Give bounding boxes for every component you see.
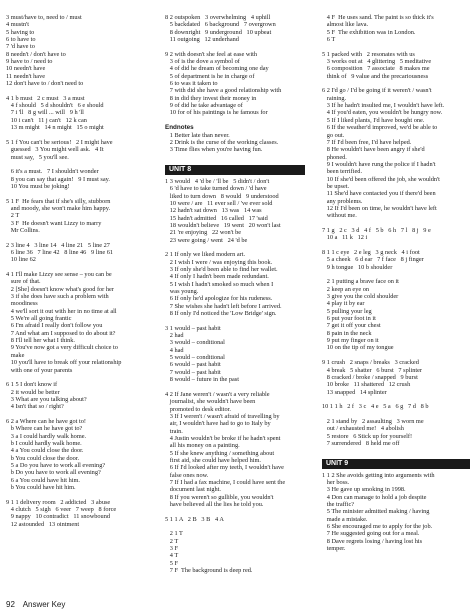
answer-line: 3 give you the cold shoulder xyxy=(322,293,399,301)
answer-line: 3 of is the dove a symbol of xyxy=(165,58,240,66)
answer-line: all his money on a painting. xyxy=(165,442,240,450)
answer-line xyxy=(322,352,470,359)
answer-line: 12 astounded 13 ointment xyxy=(6,520,80,528)
answer-line: 6 2 a Where can he have got to! xyxy=(6,417,86,425)
answer-line: 8 If only I'd noticed the 'Low Bridge' sign. xyxy=(165,310,277,318)
answer-line: 8 2 outspoken 3 overwhelming 4 uphill xyxy=(165,14,271,21)
answer-line: 7 i 'll 8 g will ... will 9 h 'll xyxy=(6,109,84,117)
answer-line: phoned. xyxy=(322,153,347,161)
answer-line: 8 He wouldn't have been angry if she'd xyxy=(322,146,425,154)
answer-line: 7 If I'd been free, I'd have helped. xyxy=(322,138,412,146)
answer-line: 8 cracked / broke / snapped 9 burst xyxy=(322,373,418,381)
answer-line: 3 What are you talking about? xyxy=(6,395,87,403)
answer-line: 12 If I'd been on time, he wouldn't have left xyxy=(322,204,437,212)
answer-line: 5 of department is he in charge of xyxy=(165,72,255,80)
answer-line: 5 1 f You can't be serious! 2 I might have xyxy=(6,138,113,146)
answer-line: 12 hadn't sat down 13 was 14 was xyxy=(165,207,262,215)
answer-line: 4 Justin wouldn't be broke if he hadn't spent xyxy=(165,434,281,442)
answer-line: 5 1 F He fears that if she's silly, stubborn xyxy=(6,197,111,205)
answer-line: 3 He gave up smoking in 1998. xyxy=(322,486,406,494)
answer-line: 2 1 putting a brave face on it xyxy=(322,278,399,286)
answer-line: 5 1 1 A 2 B 3 B 4 A xyxy=(165,515,224,523)
answer-line: 7 And what am I supposed to do about it? xyxy=(6,329,116,337)
answer-line: 4 1 b must 2 c must 3 a must xyxy=(6,94,85,102)
answer-line: 2 1 T xyxy=(165,530,183,538)
answer-line: 7 He suggested going out for a meal. xyxy=(322,530,420,538)
answer-line: 4 If you'd eaten, you wouldn't be hungry now. xyxy=(322,109,443,117)
answer-line: 6 She encouraged me to apply for the job. xyxy=(322,523,433,531)
answer-line: 8 I'll tell her what I think. xyxy=(6,337,75,345)
answer-line xyxy=(322,411,470,418)
unit-heading: UNIT 9 xyxy=(322,459,470,469)
answer-line: 4 2 If Jane weren't / wasn't a very reliable xyxy=(165,390,270,398)
answer-line: 4 F He uses sand. The paint is so thick it's xyxy=(322,14,434,21)
answer-line: 9 have to / need to xyxy=(6,58,53,66)
answer-line: 10 on the tip of my tongue xyxy=(322,344,394,352)
answer-line: 4 If only I hadn't been made redundant. xyxy=(165,273,269,281)
answer-line: 7 'd have to xyxy=(6,43,35,51)
answer-line: 3 if she does have such a problem with xyxy=(6,293,109,301)
answer-line: 6 composition 7 associate 8 makes me xyxy=(322,65,430,73)
answer-line: 4 mustn't xyxy=(6,21,30,29)
answer-line: 21 're enjoying 22 won't be xyxy=(165,229,242,237)
answer-line: out / exhausted me! 4 abolish xyxy=(322,425,404,433)
answer-line: moodiness xyxy=(6,300,38,308)
answer-line: journalist, she wouldn't have been xyxy=(165,398,256,406)
answer-line xyxy=(322,242,470,249)
answer-line: any problems. xyxy=(322,197,363,205)
answer-line: her boss. xyxy=(322,478,350,486)
answer-line: 10 You must be joking! xyxy=(6,182,70,190)
answer-line: 2 1 stand by 2 assaulting 3 worn me xyxy=(322,417,424,425)
answer-line xyxy=(6,190,146,197)
answer-line xyxy=(165,508,305,515)
answer-line: 4 play it by ear xyxy=(322,300,365,308)
answer-line: 7 get it off your chest xyxy=(322,322,381,330)
answer-line: without me. xyxy=(322,212,357,220)
answer-line: 3 works out at 4 glittering 5 meditative xyxy=(322,58,432,66)
answer-line xyxy=(6,132,146,139)
answer-line: 4 clutch 5 sigh 6 veer 7 weep 8 force xyxy=(6,506,117,514)
answer-line: the traffic? xyxy=(322,501,355,508)
answer-line: 11 outgoing 12 underhand xyxy=(165,36,239,44)
answer-line xyxy=(6,161,146,168)
answer-line: 5 a cheek 6 d ear 7 f face 8 j finger xyxy=(322,256,424,264)
column-left xyxy=(6,14,146,528)
answer-line: 6 a You could have hit him. xyxy=(6,476,80,484)
answer-line: 23 were going / went 24 'd be xyxy=(165,236,248,244)
answer-line xyxy=(6,87,146,94)
answer-line: first aid, she could have helped him. xyxy=(165,456,262,464)
answer-line: b You could have hit him. xyxy=(6,484,76,491)
answer-line: Mr Collins. xyxy=(6,226,40,234)
answer-line: 10 broke 11 shattered 12 crush xyxy=(322,381,411,389)
answer-line: guessed 3 You might well ask. 4 It xyxy=(6,146,104,154)
column-middle xyxy=(165,14,305,574)
answer-line: 7 with did she have a good relationship with xyxy=(165,87,282,95)
answer-line: 8 pain in the neck xyxy=(322,329,372,337)
answer-line: 3 1 would – past habit xyxy=(165,324,221,332)
answer-line: 7 1 g 2 c 3 d 4 f 5 b 6 h 7 l 8 j 9 e xyxy=(322,226,431,234)
answer-line: 5 I wish I hadn't smoked so much when I xyxy=(165,280,274,288)
answer-line: and moody, she won't make him happy. xyxy=(6,204,111,212)
answer-line xyxy=(322,447,470,454)
answer-line: with one of your parents xyxy=(6,366,73,374)
answer-line: temper. xyxy=(322,545,346,553)
answer-line: 4 a You could close the door. xyxy=(6,447,84,455)
answer-line: 8 needn't / don't have to xyxy=(6,50,66,58)
answer-line: 3 F xyxy=(165,545,178,553)
answer-line: go out. xyxy=(322,131,345,139)
answer-line xyxy=(322,271,470,278)
answer-line: 9 nappy 10 contradict 11 snowbound xyxy=(6,513,110,521)
answer-line: 9 1 1 delivery room 2 addicted 3 abuse xyxy=(6,498,111,506)
answer-line: 6 If the weather'd improved, we'd be able to xyxy=(322,124,438,132)
answer-line: 2 [She] doesn't know what's good for her xyxy=(6,285,114,293)
answer-line: think of 9 value and the precariousness xyxy=(322,72,429,80)
answer-line xyxy=(165,117,305,124)
answer-line: was young. xyxy=(165,288,199,296)
answer-line: 6 If only he'd apologize for his rudeness. xyxy=(165,295,273,303)
answer-line: 13 snapped 14 splinter xyxy=(322,388,387,396)
answer-line: 10 were / are 11 ever sell / 've ever sold xyxy=(165,199,273,207)
answer-line: 10 i can't 11 j can't 12 k can xyxy=(6,116,87,124)
answer-line: 5 would – conditional xyxy=(165,354,225,362)
answer-line: 5 backdated 6 background 7 overgrown xyxy=(165,21,276,29)
answer-line: be upset. xyxy=(322,182,350,190)
answer-line: 6 'd have to take turned down / 'd have xyxy=(165,185,267,193)
answer-line: 6 1 5 I don't know if xyxy=(6,381,58,389)
answer-line: sure of that. xyxy=(6,278,41,286)
answer-line: 6 If I'd looked after my teeth, I wouldn't have xyxy=(165,464,284,472)
answer-line: 4 we'll sort it out with her in no time at all xyxy=(6,307,117,315)
answer-line: 2 T xyxy=(165,537,179,545)
answer-line: 10 line 62 xyxy=(6,256,36,264)
answer-line: 6 2 I'd go / I'd be going if it weren't / wasn't xyxy=(322,87,432,95)
answer-line xyxy=(165,244,305,251)
answer-line: 4 Don can manage to hold a job despite xyxy=(322,493,427,501)
answer-line: make xyxy=(6,351,25,359)
answer-line: 3 If I weren't / wasn't afraid of travelling by xyxy=(165,412,280,420)
answer-line xyxy=(6,234,146,241)
answer-line: 6 to was it taken to xyxy=(165,80,218,88)
unit-heading: UNIT 8 xyxy=(165,165,305,175)
answer-line: 10 1 1 h 2 f 3 c 4 e 5 a 6 g 7 d 8 b xyxy=(322,403,429,411)
answer-line: 7 F The background is deep red. xyxy=(165,567,253,575)
answer-line: 9 h tongue 10 b shoulder xyxy=(322,263,393,271)
answer-line: 6 I'm afraid I really don't follow you xyxy=(6,322,103,330)
answer-line: 6 to have to xyxy=(6,36,36,44)
answer-line: 5 F The exhibition was in London. xyxy=(322,28,416,36)
answer-line: 1 Better late than never. xyxy=(165,131,230,139)
answer-line xyxy=(322,396,470,403)
answer-line: 2 had xyxy=(165,332,184,340)
answer-line: 10 If she'd been offered the job, she wouldn't xyxy=(322,175,440,183)
answer-line xyxy=(6,411,146,418)
answer-line: 5 We're all going frantic xyxy=(6,315,72,323)
answer-line: 2 T xyxy=(6,212,20,220)
answer-line: promoted to desk editor. xyxy=(165,405,231,413)
answer-line xyxy=(322,220,470,227)
answer-line: 2 it would be better xyxy=(6,388,60,396)
page-footer xyxy=(6,600,71,609)
answer-line: b I could hardly walk home. xyxy=(6,439,82,447)
answer-line: 9 1 crush 2 snaps / breaks 3 cracked xyxy=(322,359,419,367)
answer-line: 5 pulling your leg xyxy=(322,307,372,315)
answer-line xyxy=(165,523,305,530)
answer-line: 4 had xyxy=(165,346,184,354)
answer-line: 7 She wishes she hadn't left before I arrived. xyxy=(165,302,282,310)
answer-line xyxy=(6,264,146,271)
answer-line: 3 F He doesn't want Lizzy to marry xyxy=(6,219,102,227)
answer-line: 12 don't have to / don't need to xyxy=(6,80,84,88)
answer-line: 5 1 packed with 2 resonates with us xyxy=(322,50,415,58)
answer-line: 2 3 line 4 3 line 14 4 line 21 5 line 27 xyxy=(6,241,110,249)
answer-line: 8 Dave regrets losing / having lost his xyxy=(322,537,423,545)
answer-line: 4 f should 5 d shouldn't 6 e should xyxy=(6,102,104,110)
answer-line: almost like lava. xyxy=(322,21,369,29)
answer-line xyxy=(165,317,305,324)
answer-line: 6 T xyxy=(322,36,336,44)
answer-line xyxy=(165,154,305,161)
answer-line: false ones now. xyxy=(165,471,209,479)
answer-line: made a mistake. xyxy=(322,515,368,523)
answer-line: 8 downright 9 underground 10 upbeat xyxy=(165,28,272,36)
answer-line: 13 m might 14 n might 15 o might xyxy=(6,124,104,132)
answer-line: 5 If she knew anything / something about xyxy=(165,449,275,457)
answer-line: raining. xyxy=(322,94,347,102)
answer-line: 10 you'll have to break off your relationship xyxy=(6,359,122,367)
answer-line: 8 would – future in the past xyxy=(165,376,239,384)
answer-line: b Do you have to work all evening? xyxy=(6,469,101,477)
footer-label: Answer Key xyxy=(22,600,66,609)
answer-line: 3 a I could hardly walk home. xyxy=(6,432,87,440)
answer-line: 4 1 I'll make Lizzy see sense – you can be xyxy=(6,271,112,279)
answer-line: 9 I wouldn't have rung the police if I hadn't xyxy=(322,160,436,168)
answer-line: 2 Drink is the curse of the working classes. xyxy=(165,138,279,146)
answer-line: document last night. xyxy=(165,486,221,494)
answer-line: 5 a Do you have to work all evening? xyxy=(6,461,106,469)
answer-line: 8 If you weren't so gullible, you wouldn't xyxy=(165,493,274,501)
answer-line: 9 You've now got a very difficult choice to xyxy=(6,344,118,352)
answer-line: 9 2 with doesn't she feel at ease with xyxy=(165,50,258,58)
answer-line: train. xyxy=(165,427,183,435)
answer-line: 3 If he hadn't insulted me, I wouldn't have left. xyxy=(322,102,445,110)
answer-line: 2 1 If only we liked modern art. xyxy=(165,251,246,259)
answer-line: 11 She'd have contacted you if there'd been xyxy=(322,190,436,198)
answer-line: b Where can he have got to? xyxy=(6,425,83,433)
column-right xyxy=(322,14,470,552)
answer-line xyxy=(165,43,305,50)
answer-line: 6 it's a must. 7 I shouldn't wonder xyxy=(6,168,99,176)
answer-line: 9 put my finger on it xyxy=(322,337,379,345)
answer-line: 5 F xyxy=(165,559,178,567)
answer-line: 7 surrendered 8 held me off xyxy=(322,439,400,447)
answer-line xyxy=(165,384,305,391)
answer-line: 4 Isn't that so / right? xyxy=(6,403,64,411)
answer-line xyxy=(322,43,470,50)
answer-line: 9 of did he take advantage of xyxy=(165,102,243,110)
answer-line: 7 would – past habit xyxy=(165,368,221,376)
answer-line: 11 needn't have xyxy=(6,72,46,80)
answer-line: 6 line 36 7 line 42 8 line 46 9 line 61 xyxy=(6,249,114,256)
answer-line xyxy=(6,491,146,498)
answer-line: 15 hadn't admitted 16 called 17 'said xyxy=(165,214,268,222)
answer-line: 4 break 5 shatter 6 burst 7 splinter xyxy=(322,366,423,374)
answer-line xyxy=(6,374,146,381)
answer-line: 5 The minister admitted making / having xyxy=(322,508,430,516)
answer-line: 4 of did he dream of becoming one day xyxy=(165,65,269,73)
answer-line: 5 having to xyxy=(6,28,35,36)
answer-line: 10 a 11 k 12 i xyxy=(322,234,368,242)
answer-line: 8 in did they invest their money in xyxy=(165,94,257,102)
answer-line: 5 restore 6 Stick up for yourself! xyxy=(322,432,413,440)
page-number: 92 xyxy=(6,600,15,609)
answer-line: 6 would – past habit xyxy=(165,361,221,369)
answer-line: 4 T xyxy=(165,552,179,560)
answer-line: 6 put your foot in it xyxy=(322,315,376,323)
answer-line: 10 for of his paintings is he famous for xyxy=(165,109,268,117)
answer-line: 8 1 1 c eye 2 e leg 3 g neck 4 i foot xyxy=(322,249,420,256)
answer-line: b You could close the door. xyxy=(6,454,80,462)
answer-line: 18 wouldn't believe 19 went 20 won't last xyxy=(165,221,281,229)
answer-line: 1 3 would 4 'd be / 'll be 5 didn't / don't xyxy=(165,177,270,185)
answer-line: 10 needn't have xyxy=(6,65,46,73)
answer-line: air, I wouldn't have had to go to Italy by xyxy=(165,420,271,428)
answer-line: 2 keep an eye on xyxy=(322,285,370,293)
answer-line: been terrified. xyxy=(322,168,363,176)
answer-line: 8 you can say that again! 9 I must say. xyxy=(6,175,110,183)
section-heading: Endnotes xyxy=(165,124,194,132)
answer-line: 3 would – conditional xyxy=(165,339,225,347)
answer-line: liked to turn down 8 would 9 understood xyxy=(165,192,279,200)
answer-line: 7 If I had a fax machine, I could have sent the xyxy=(165,478,286,486)
answer-line: 3 Time flies when you're having fun. xyxy=(165,146,263,154)
answer-line: 3 must/have to, need to / must xyxy=(6,14,82,21)
answer-line: have believed all the lies he told you. xyxy=(165,501,264,508)
answer-line: 5 If I liked plants, I'd have bought one. xyxy=(322,116,425,124)
answer-line: 1 1 2 She avoids getting into arguments with xyxy=(322,471,435,479)
answer-line: 3 If only she'd been able to find her wallet. xyxy=(165,266,278,273)
answer-line xyxy=(322,80,470,87)
answer-line: 2 I wish I were / was enjoying this book. xyxy=(165,258,273,266)
answer-line: must say, 5 you'll see. xyxy=(6,153,69,161)
